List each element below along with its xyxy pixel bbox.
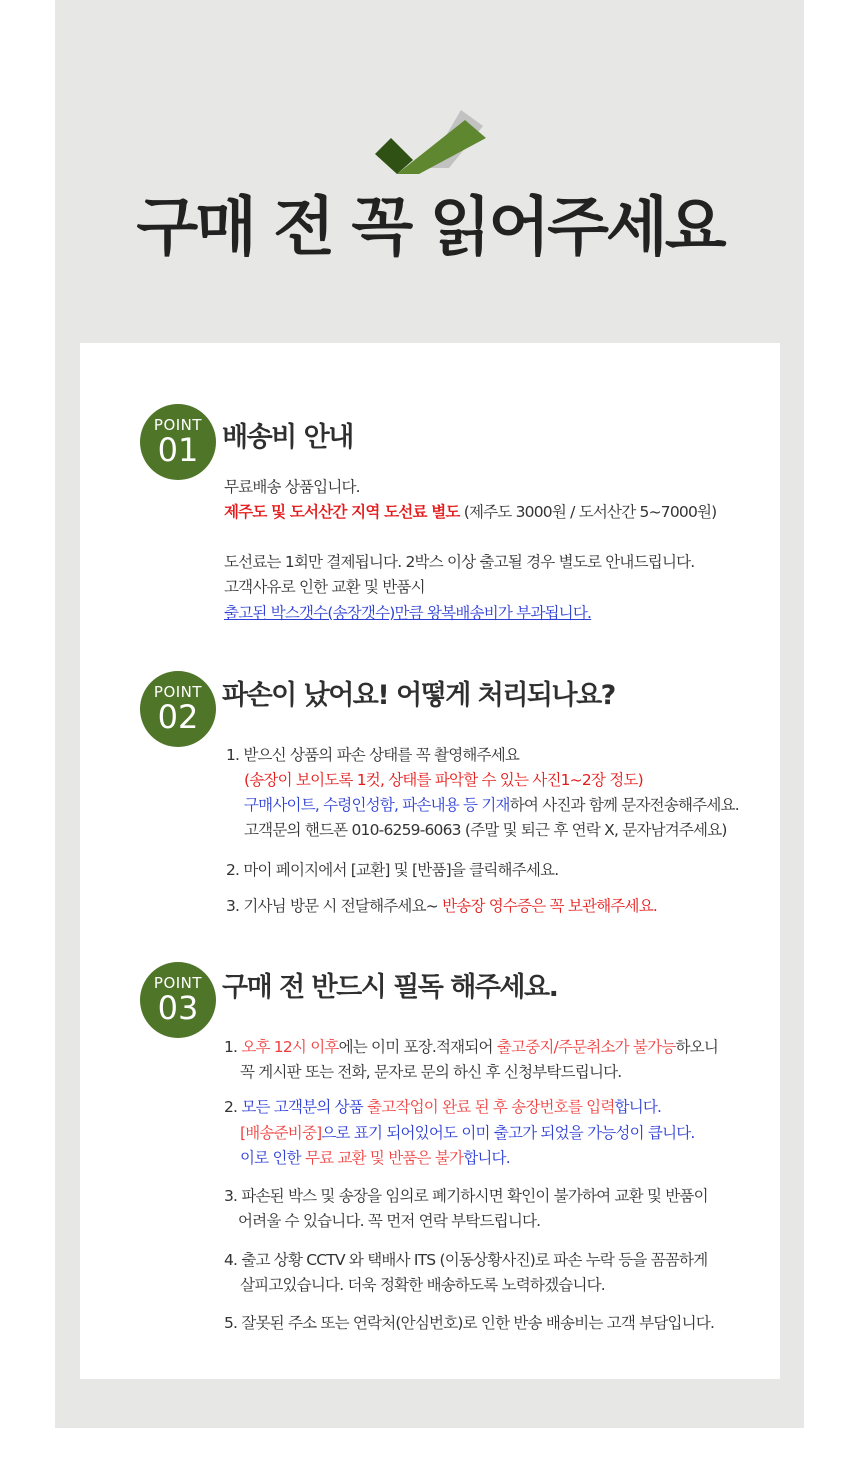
highlight-text: 구매사이트, 수령인성함, 파손내용 등 기재 <box>244 796 510 814</box>
section-title-notice: 구매 전 반드시 필독 해주세요. <box>222 972 558 1003</box>
list-subline <box>240 1123 695 1143</box>
text-span: 1. <box>224 1038 242 1056</box>
text-span: 하오니 <box>675 1038 718 1056</box>
text-span: 에는 이미 포장.적재되어 <box>338 1038 497 1056</box>
point-label: POINT <box>153 974 203 992</box>
list-item <box>226 896 657 916</box>
highlight-text: 오후 12시 이후 <box>241 1038 339 1056</box>
list-subline <box>240 1148 510 1168</box>
list-item: 1. 받으신 상품의 파손 상태를 꼭 촬영해주세요 <box>226 746 520 764</box>
list-subline: 어려울 수 있습니다. 꼭 먼저 연락 부탁드립니다. <box>238 1212 541 1230</box>
text-line: 고객사유로 인한 교환 및 반품시 <box>224 578 425 596</box>
text-span: 하여 사진과 함께 문자전송해주세요. <box>509 796 739 814</box>
section-title-shipping: 배송비 안내 <box>222 422 353 453</box>
highlight-text: 합니다. <box>463 1149 510 1167</box>
list-item <box>224 1097 661 1117</box>
text-span: 3. 기사님 방문 시 전달해주세요~ <box>226 897 443 915</box>
text-span: (제주도 3000원 / 도서산간 5~7000원) <box>459 503 717 521</box>
point-number: 01 <box>157 431 199 469</box>
list-item: 5. 잘못된 주소 또는 연락처(안심번호)로 인한 반송 배송비는 고객 부담입니다. <box>224 1314 715 1332</box>
highlight-text: 이로 인한 <box>240 1149 305 1167</box>
list-subline <box>244 795 739 815</box>
highlight-text: 으로 표기 되어있어도 이미 출고가 되었을 가능성이 큽니다. <box>321 1124 695 1142</box>
point-badge-01 <box>140 404 216 480</box>
text-line: 도선료는 1회만 결제됩니다. 2박스 이상 출고될 경우 별도로 안내드립니다. <box>224 553 695 571</box>
list-subline: (송장이 보이도록 1컷, 상태를 파악할 수 있는 사진1~2장 정도) <box>244 771 643 789</box>
point-badge-03 <box>140 962 216 1038</box>
highlight-text: [배송준비중] <box>240 1124 322 1142</box>
highlight-text: 출고작업이 완료 된 후 송장번호를 입력 <box>367 1098 615 1116</box>
highlight-text: 모든 고객분의 상품 <box>241 1098 368 1116</box>
point-number: 03 <box>157 989 199 1027</box>
point-badge-02 <box>140 671 216 747</box>
highlight-text: 제주도 및 도서산간 지역 도선료 별도 <box>224 503 460 521</box>
page-title: 구매 전 꼭 읽어주세요 <box>136 191 724 265</box>
list-subline: 고객문의 핸드폰 010-6259-6063 (주말 및 퇴근 후 연락 X, 문자남겨주세요) <box>244 821 727 839</box>
text-span: 2. <box>224 1098 242 1116</box>
checkmark-icon <box>373 108 489 174</box>
section-title-damage: 파손이 났어요! 어떻게 처리되나요? <box>222 680 615 711</box>
list-item: 3. 파손된 박스 및 송장을 임의로 폐기하시면 확인이 불가하여 교환 및 반품이 <box>224 1187 708 1205</box>
highlight-text: 반송장 영수증은 꼭 보관해주세요. <box>442 897 658 915</box>
list-subline: 살피고있습니다. 더욱 정확한 배송하도록 노력하겠습니다. <box>240 1276 605 1294</box>
list-subline: 꼭 게시판 또는 전화, 문자로 문의 하신 후 신청부탁드립니다. <box>240 1063 622 1081</box>
highlight-text: 무료 교환 및 반품은 불가 <box>304 1149 464 1167</box>
point-label: POINT <box>153 416 203 434</box>
text-line-underlined: 출고된 박스갯수(송장갯수)만큼 왕복배송비가 부과됩니다. <box>224 604 592 622</box>
text-line: 무료배송 상품입니다. <box>224 478 360 496</box>
point-label: POINT <box>153 683 203 701</box>
highlight-text: 출고중지/주문취소가 불가능 <box>496 1038 676 1056</box>
list-item <box>224 1037 718 1057</box>
highlight-text: 합니다. <box>614 1098 662 1116</box>
point-number: 02 <box>157 698 199 736</box>
list-item: 2. 마이 페이지에서 [교환] 및 [반품]을 클릭해주세요. <box>226 861 559 879</box>
list-item: 4. 출고 상황 CCTV 와 택배사 ITS (이동상황사진)로 파손 누락 등을 꼼꼼하게 <box>224 1251 708 1269</box>
text-line <box>224 502 716 522</box>
